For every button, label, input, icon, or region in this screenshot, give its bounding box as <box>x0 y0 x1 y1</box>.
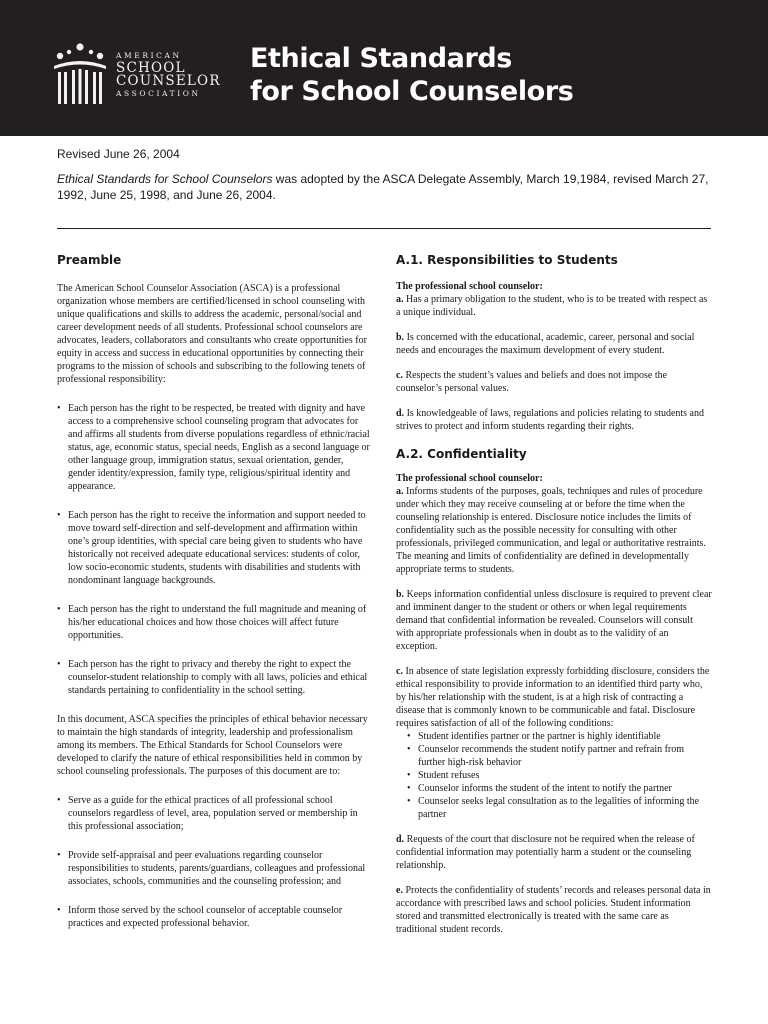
purpose-item: • Serve as a guide for the ethical practices of all professional school counselors regardless of level, area, population served or membership in this professional association; <box>57 794 373 833</box>
title-line-1: Ethical Standards <box>250 43 512 74</box>
header-banner <box>0 0 768 136</box>
title-line-2: for School Counselors <box>250 76 574 107</box>
condition-item: • Student refuses <box>396 769 712 782</box>
a1-item-b: b. Is concerned with the educational, academic, career, personal and social needs and encourages the maximum development of every student. <box>396 332 695 356</box>
revision-date: Revised June 26, 2004 <box>57 147 180 161</box>
adoption-text: was adopted by the ASCA Delegate Assembly, March 19,1984, revised March 27, 1992, June 25, 1998, and June 26, 2004. <box>57 172 709 202</box>
a2-item-d: d. Requests of the court that disclosure not be required when the release of confidential information may potentially harm a student or the counseling relationship. <box>396 834 695 871</box>
asca-logo-figures-icon <box>52 42 108 108</box>
condition-item: • Counselor seeks legal consultation as to the legalities of informing the partner <box>396 795 712 821</box>
asca-logo <box>52 42 221 108</box>
condition-item: • Student identifies partner or the partner is highly identifiable <box>396 730 712 743</box>
condition-item: • Counselor informs the student of the intent to notify the partner <box>396 782 712 795</box>
a2-item-b: b. Keeps information confidential unless disclosure is required to prevent clear and imminent danger to the student or others or when legal requirements demand that confidential information be revealed. Counselors will consult with appropriate professionals when in doubt as to the validity of an exception. <box>396 589 712 652</box>
a2-item-c: c. In absence of state legislation expressly forbidding disclosure, considers the ethical responsibility to provide information to an identified third party who, by his/her relationship with the student, is at a high risk of contracting a disease that is commonly known to be communicable and fatal. Disclosure requires satisfaction of all of the following conditions: <box>396 666 710 729</box>
tenet-item: • Each person has the right to understand the full magnitude and meaning of his/her educational choices and how those choices will affect future opportunities. <box>57 603 373 642</box>
a1-heading: A.1. Responsibilities to Students <box>396 253 618 267</box>
preamble-paragraph: The American School Counselor Association (ASCA) is a professional organization whose members are certified/licensed in school counseling with unique qualifications and skills to address the academic, personal/social and career development needs of all students. Professional school counselors are advocates, leaders, collaborators and consultants who create opportunities for equity in access and success in educational opportunities by connecting their programs to the mission of schools and subscribing to the following tenets of professional responsibility: <box>57 283 367 385</box>
a1-item-c: c. Respects the student’s values and beliefs and does not impose the counselor’s personal values. <box>396 370 668 394</box>
a2-item-e: e. Protects the confidentiality of students’ records and releases personal data in accordance with prescribed laws and school policies. Student information stored and transmitted electronically is treated with the same care as traditional student records. <box>396 885 711 935</box>
preamble-purpose-paragraph: In this document, ASCA specifies the principles of ethical behavior necessary to maintain the high standards of integrity, leadership and professionalism among its members. The Ethical Standards for School Counselors were developed to clarify the nature of ethical responsibilities held in common by school counseling professionals. The purposes of this document are to: <box>57 714 368 777</box>
a1-subheading: The professional school counselor: <box>396 281 543 292</box>
document-title <box>250 42 573 108</box>
a2-heading: A.2. Confidentiality <box>396 447 527 461</box>
preamble-heading: Preamble <box>57 253 122 267</box>
a2-subheading: The professional school counselor: <box>396 473 543 484</box>
purpose-item: • Provide self-appraisal and peer evaluations regarding counselor responsibilities to students, parents/guardians, colleagues and professional associates, schools, communities and the counseling profession; and <box>57 849 373 888</box>
asca-logo-wordmark <box>116 52 221 100</box>
tenet-item: • Each person has the right to privacy and thereby the right to expect the counselor-student relationship to comply with all laws, policies and ethical standards pertaining to confidentiality in the school setting. <box>57 658 373 697</box>
right-column <box>396 253 712 936</box>
section-divider <box>57 228 711 229</box>
purpose-item: • Inform those served by the school counselor of acceptable counselor practices and expected professional behavior. <box>57 904 373 930</box>
condition-item: • Counselor recommends the student notify partner and refrain from further high-risk behavior <box>396 743 712 769</box>
a2-item-a: a. Informs students of the purposes, goals, techniques and rules of procedure under which they may receive counseling at or before the time when the counseling relationship is entered. Disclosure notice includes the limits of confidentiality such as the possible necessity for consulting with other professionals, privileged communication, and legal or authoritative restraints. The meaning and limits of confidentiality are defined in developmentally appropriate terms to students. <box>396 486 706 575</box>
adoption-note <box>57 171 717 203</box>
logo-line-counselor: COUNSELOR <box>116 73 221 89</box>
a1-item-a: a. Has a primary obligation to the student, who is to be treated with respect as a unique individual. <box>396 294 708 318</box>
left-column <box>57 253 373 930</box>
logo-line-association: ASSOCIATION <box>116 89 201 98</box>
a1-item-d: d. Is knowledgeable of laws, regulations and policies relating to students and strives to protect and inform students regarding their rights. <box>396 408 704 432</box>
logo-line-american: AMERICAN <box>116 51 182 60</box>
tenet-item: • Each person has the right to receive the information and support needed to move toward self-direction and self-development and affirmation within one’s group identities, with special care being given to students who have historically not received adequate educational services: students of color, low socio-economic students, students with disabilities and students with nondominant language backgrounds. <box>57 509 373 587</box>
tenet-item: • Each person has the right to be respected, be treated with dignity and have access to a comprehensive school counseling program that advocates for and affirms all students from diverse populations regardless of ethnic/racial status, age, economic status, special needs, English as a second language or other language group, immigration status, sexual orientation, gender, gender identity/expression, family type, religious/spiritual identity and appearance. <box>57 402 373 493</box>
logo-line-school: SCHOOL <box>116 60 186 76</box>
adoption-doc-title: Ethical Standards for School Counselors <box>57 172 273 186</box>
